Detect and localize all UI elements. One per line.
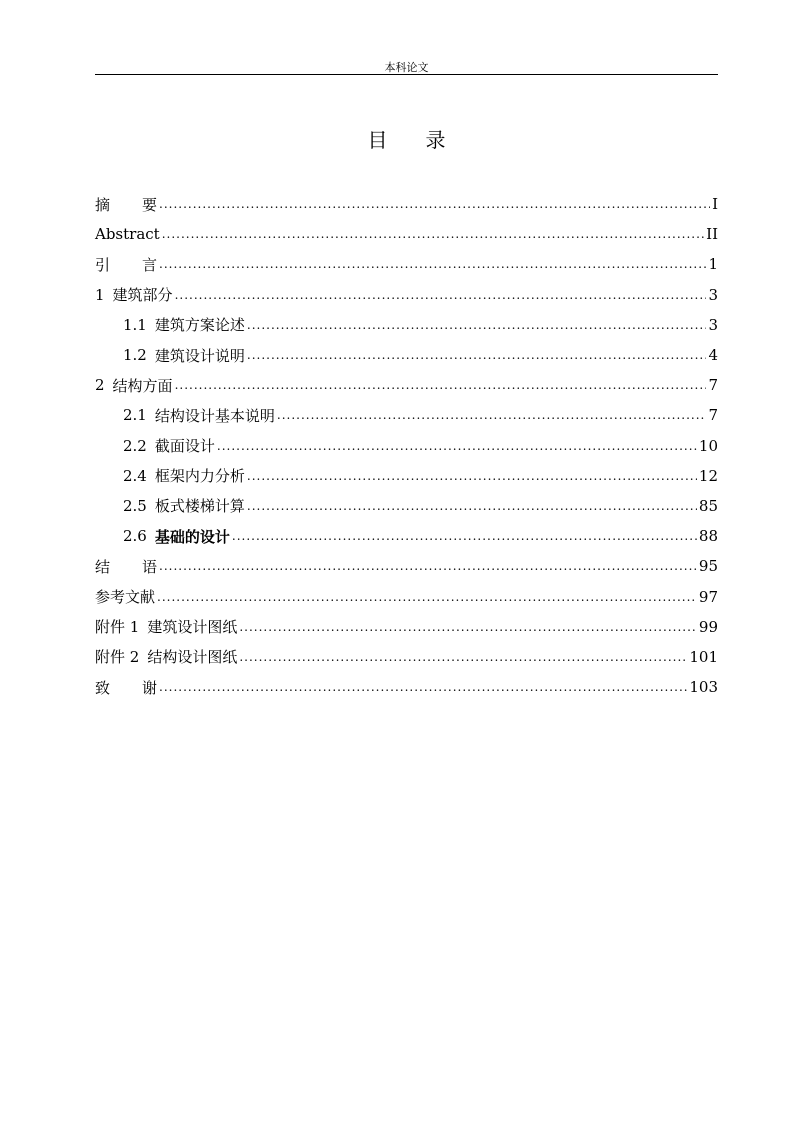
toc-leader	[157, 589, 697, 605]
toc-page-number: 95	[698, 557, 718, 576]
toc-label: 1.2 建筑设计说明	[123, 346, 245, 365]
toc-entry-chapter-1[interactable]	[95, 280, 718, 310]
toc-leader	[239, 619, 697, 635]
toc-label: 附件 2 结构设计图纸	[95, 648, 238, 667]
toc-entry-acknowledgements[interactable]	[95, 672, 718, 702]
toc-entry-references[interactable]	[95, 581, 718, 611]
toc-page-number: 99	[698, 617, 718, 636]
toc-leader	[247, 347, 707, 363]
toc-entry-conclusion[interactable]	[95, 551, 718, 581]
toc-page-number: 103	[689, 678, 718, 697]
toc-label: 2.6 基础的设计	[123, 527, 230, 546]
toc-label: 1.1 建筑方案论述	[123, 315, 245, 335]
toc-leader	[159, 679, 687, 695]
toc-label: 引 言	[95, 255, 158, 274]
toc-leader	[175, 287, 707, 303]
title-part-1: 目	[367, 128, 388, 152]
toc-leader	[247, 498, 697, 514]
toc-page-number: 88	[698, 527, 718, 546]
toc-entry-section-1-1[interactable]	[95, 310, 718, 340]
toc-entry-abstract-cn[interactable]	[95, 189, 718, 219]
toc-label: 2.1 结构设计基本说明	[123, 406, 275, 425]
toc-leader	[277, 407, 707, 423]
toc-label: 摘 要	[95, 195, 158, 214]
toc-page-number: 10	[698, 436, 718, 455]
title-part-2: 录	[425, 128, 446, 152]
toc-leader	[239, 649, 687, 665]
toc-label: 结 语	[95, 557, 158, 576]
toc-page-number: 7	[708, 406, 718, 425]
toc-entry-section-2-2[interactable]	[95, 431, 718, 461]
toc-entry-section-2-1[interactable]	[95, 400, 718, 430]
toc-leader	[159, 558, 697, 574]
toc-leader	[159, 256, 706, 272]
toc-leader	[175, 377, 707, 393]
toc-label: 2.4 框架内力分析	[123, 466, 245, 486]
toc-entry-section-2-6[interactable]	[95, 521, 718, 551]
toc-label: 2.5 板式楼梯计算	[123, 496, 245, 516]
toc-entry-section-2-4[interactable]	[95, 461, 718, 491]
toc-label: 2.2 截面设计	[123, 436, 215, 456]
toc-page-number: 4	[708, 346, 718, 365]
toc-page-number: 3	[708, 315, 718, 334]
toc-label: Abstract	[95, 225, 160, 244]
toc-entry-abstract-en[interactable]	[95, 219, 718, 249]
toc-page-number: 97	[698, 587, 718, 606]
page-header	[95, 56, 718, 75]
toc-label: 附件 1 建筑设计图纸	[95, 618, 238, 637]
toc-page-number: 101	[689, 647, 718, 666]
toc-leader	[232, 528, 697, 544]
toc-label: 致 谢	[95, 678, 158, 697]
toc-leader	[162, 226, 704, 242]
toc-entry-appendix-1[interactable]	[95, 612, 718, 642]
toc-leader	[217, 438, 697, 454]
toc-entry-chapter-2[interactable]	[95, 370, 718, 400]
toc-leader	[159, 196, 710, 212]
toc-page-number: 3	[708, 285, 718, 304]
table-of-contents	[95, 189, 718, 702]
toc-page-number: 85	[698, 496, 718, 515]
toc-label: 2 结构方面	[95, 376, 173, 395]
toc-leader	[247, 317, 707, 333]
toc-entry-section-1-2[interactable]	[95, 340, 718, 370]
toc-page-number: 7	[708, 376, 718, 395]
toc-page-number: II	[706, 225, 718, 244]
toc-page-number: 1	[708, 255, 718, 274]
toc-label: 参考文献	[95, 588, 156, 607]
toc-page-number: I	[712, 195, 718, 214]
toc-leader	[247, 468, 697, 484]
toc-entry-appendix-2[interactable]	[95, 642, 718, 672]
header-text: 本科论文	[384, 61, 429, 74]
page-title	[95, 126, 718, 154]
toc-entry-introduction[interactable]	[95, 249, 718, 279]
toc-label: 1 建筑部分	[95, 285, 173, 305]
toc-page-number: 12	[698, 466, 718, 485]
toc-entry-section-2-5[interactable]	[95, 491, 718, 521]
